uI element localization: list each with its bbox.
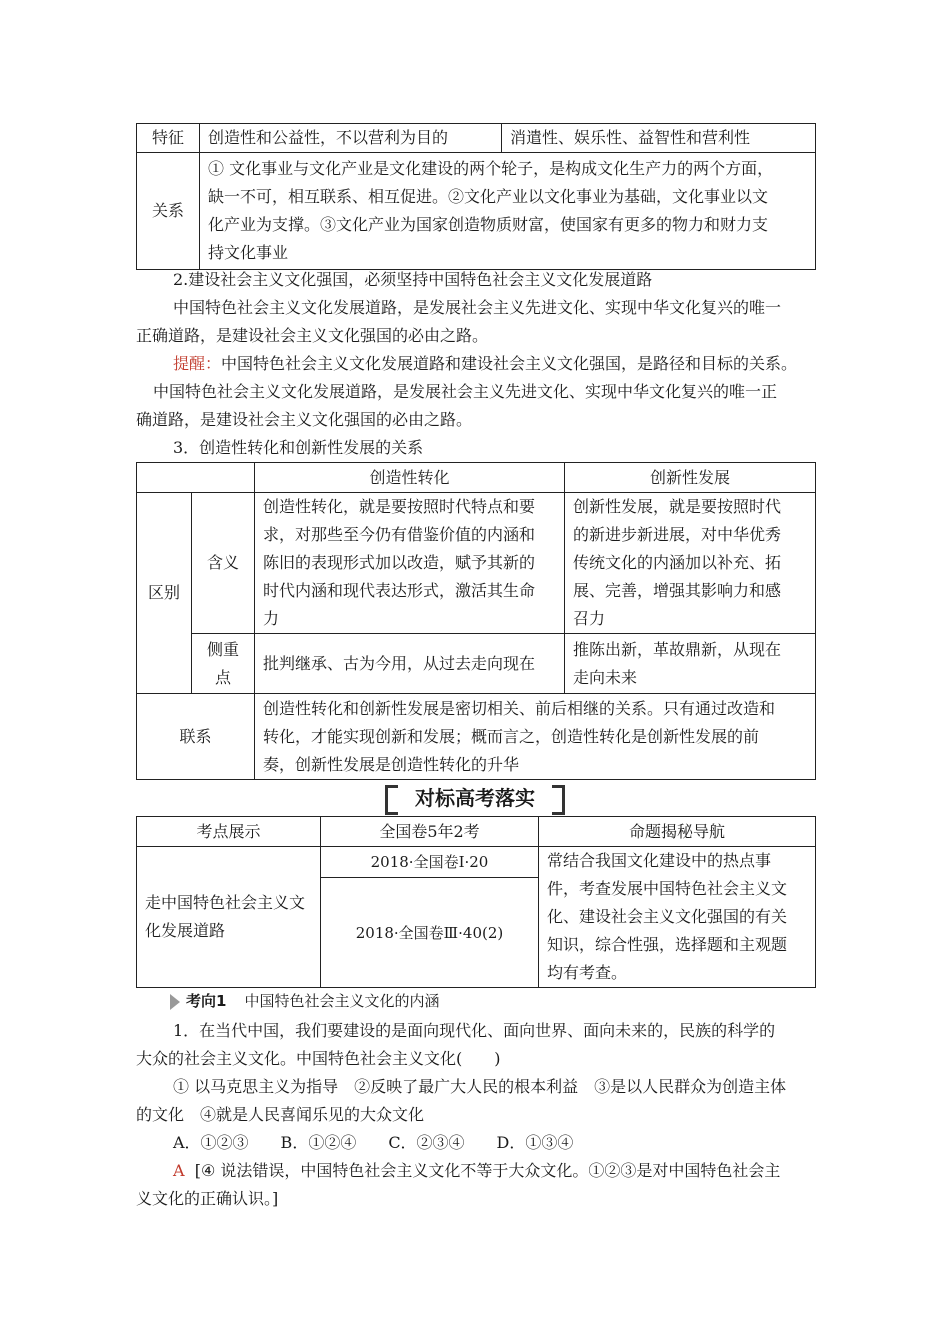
- triangle-arrow-icon: [170, 994, 180, 1010]
- question-option-line: 的文化 ④就是人民喜闻乐见的大众文化: [136, 1105, 425, 1124]
- section2-para-line: 正确道路，是建设社会主义文化强国的必由之路。: [136, 326, 489, 345]
- reminder-line: [173, 350, 797, 378]
- feature-public-cell: 创造性和公益性，不以营利为目的: [200, 124, 502, 153]
- relation-line: 缺一不可，相互联系、相互促进。②文化产业以文化事业为基础，文化事业以文: [208, 187, 769, 206]
- cell-line: 创新性发展，就是要按照时代: [573, 497, 782, 516]
- focus-transformation-cell: 批判继承、古为今用，从过去走向现在: [255, 634, 565, 694]
- transformation-table: [136, 462, 816, 780]
- cell-line: 创造性转化和创新性发展是密切相关、前后相继的关系。只有通过改造和: [263, 698, 776, 718]
- cell-line: 走中国特色社会主义文: [145, 893, 306, 912]
- cell-line: 走向未来: [573, 667, 638, 687]
- link-cell: [255, 694, 816, 780]
- cell-line: 创造性转化，就是要按照时代特点和要: [263, 497, 536, 516]
- repeat-line: 确道路，是建设社会主义文化强国的必由之路。: [136, 410, 473, 429]
- cell-line: 的新进步新进展，对中华优秀: [573, 525, 782, 544]
- question-stem-line: 1．在当代中国，我们要建设的是面向现代化、面向世界、面向未来的，民族的科学的: [173, 1021, 776, 1040]
- cell-line: 均有考查。: [547, 963, 628, 982]
- culture-comparison-table: [136, 123, 816, 270]
- col-innovative-development: 创新性发展: [565, 463, 816, 493]
- section2-para-line: 中国特色社会主义文化发展道路，是发展社会主义先进文化、实现中华文化复兴的唯一: [173, 298, 782, 317]
- cell-line: 传统文化的内涵加以补充、拓: [573, 553, 782, 572]
- cell-line: 时代内涵和现代表达形式，激活其生命: [263, 581, 536, 600]
- direction-title: 中国特色社会主义文化的内涵: [244, 992, 440, 1010]
- cell-line: 化、建设社会主义文化强国的有关: [547, 907, 788, 926]
- cell-line: 知识，综合性强，选择题和主观题: [547, 935, 788, 954]
- reminder-text: 中国特色社会主义文化发展道路和建设社会主义文化强国，是路径和目标的关系。: [221, 354, 798, 373]
- focus-label-line: 点: [214, 667, 231, 687]
- meaning-transformation-cell: [255, 493, 565, 634]
- cell-line: 展、完善，增强其影响力和感: [573, 581, 782, 600]
- relation-line: 化产业为支撑。③文化产业为国家创造物质财富，使国家有更多的物力和财力支: [208, 215, 769, 234]
- answer-explanation: [④ 说法错误，中国特色社会主义文化不等于大众文化。①②③是对中国特色社会主: [194, 1161, 781, 1180]
- relation-cell: [200, 153, 816, 270]
- feature-label: 特征: [137, 124, 200, 153]
- topic-cell: [137, 847, 321, 988]
- cell-line: 陈旧的表现形式加以改造，赋予其新的: [263, 553, 536, 572]
- meaning-development-cell: [565, 493, 816, 634]
- focus-label: [192, 634, 255, 694]
- feature-industry-cell: 消遣性、娱乐性、益智性和营利性: [502, 124, 816, 153]
- right-bracket-icon: [552, 785, 565, 815]
- banner-title: 对标高考落实: [415, 786, 535, 810]
- repeat-line: 中国特色社会主义文化发展道路，是发展社会主义先进文化、实现中华文化复兴的唯一正: [153, 382, 778, 401]
- meaning-label: 含义: [192, 493, 255, 634]
- header-empty-cell: [137, 463, 255, 493]
- cell-line: 转化，才能实现创新和发展；概而言之，创造性转化是创新性发展的前: [263, 726, 760, 746]
- cell-line: 件，考查发展中国特色社会主义文: [547, 879, 788, 898]
- focus-development-cell: [565, 634, 816, 694]
- answer-explanation-line: 义文化的正确认识。]: [136, 1189, 279, 1208]
- relation-line: ① 文化事业与文化产业是文化建设的两个轮子，是构成文化生产力的两个方面，: [208, 159, 774, 178]
- direction-header: [170, 989, 439, 1013]
- exam-table: [136, 816, 816, 988]
- guide-cell: [539, 847, 816, 988]
- answer-line: [173, 1157, 780, 1185]
- cell-line: 召力: [573, 609, 606, 628]
- col-guide: 命题揭秘导航: [539, 817, 816, 847]
- relation-label: 关系: [137, 153, 200, 270]
- link-label: 联系: [137, 694, 255, 780]
- relation-line: 持文化事业: [208, 243, 289, 262]
- cell-line: 化发展道路: [145, 921, 226, 940]
- section2-heading: 2.建设社会主义文化强国，必须坚持中国特色社会主义文化发展道路: [173, 270, 653, 289]
- question-choices: A．①②③ B．①②④ C．②③④ D．①③④: [173, 1133, 574, 1152]
- col-exam-count: 全国卷5年2考: [321, 817, 539, 847]
- difference-label: 区别: [137, 493, 192, 694]
- exam-2-cell: 2018·全国卷Ⅲ·40(2): [321, 878, 539, 988]
- direction-label: 考向1: [186, 992, 227, 1010]
- cell-line: 求，对那些至今仍有借鉴价值的内涵和: [263, 525, 536, 544]
- focus-label-line: 侧重: [206, 639, 239, 659]
- cell-line: 奏，创新性发展是创造性转化的升华: [263, 754, 520, 774]
- question-stem-line: 大众的社会主义文化。中国特色社会主义文化( ): [136, 1049, 501, 1068]
- section-banner: [383, 783, 567, 813]
- cell-line: 力: [263, 609, 280, 628]
- cell-line: 常结合我国文化建设中的热点事: [547, 851, 772, 870]
- col-creative-transformation: 创造性转化: [255, 463, 565, 493]
- col-topic: 考点展示: [137, 817, 321, 847]
- reminder-label: 提醒：: [173, 354, 222, 373]
- section3-heading: 3．创造性转化和创新性发展的关系: [173, 438, 424, 457]
- question-option-line: ① 以马克思主义为指导 ②反映了最广大人民的根本利益 ③是以人民群众为创造主体: [173, 1077, 787, 1096]
- cell-line: 推陈出新，革故鼎新，从现在: [573, 639, 782, 659]
- exam-1-cell: 2018·全国卷Ⅰ·20: [321, 847, 539, 878]
- answer-letter: A: [173, 1161, 185, 1180]
